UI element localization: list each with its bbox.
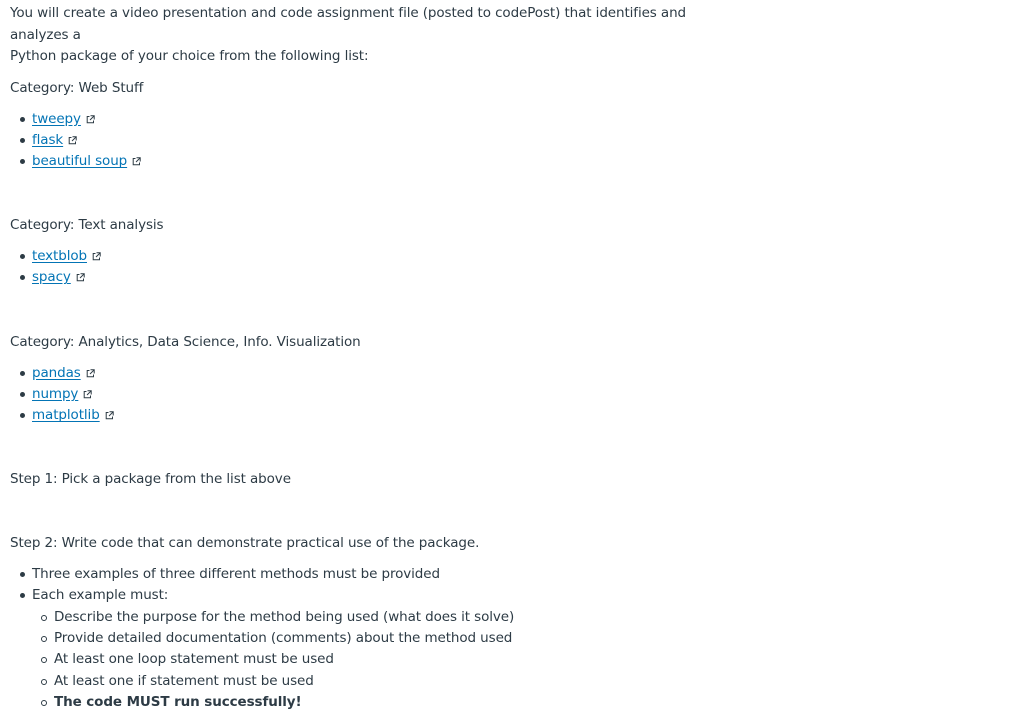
link-spacy[interactable]: spacy [32, 269, 71, 286]
category-web-stuff: Category: Web Stuff [10, 79, 144, 96]
step-1-text: Step 1: Pick a package from the list above [10, 470, 291, 487]
example-requirements [32, 607, 730, 714]
analytics-list [10, 363, 730, 427]
external-link-icon [83, 390, 92, 399]
link-tweepy[interactable]: tweepy [32, 110, 81, 127]
link-beautiful-soup[interactable]: beautiful soup [32, 153, 128, 170]
list-item [10, 151, 730, 172]
intro-paragraph [10, 0, 710, 68]
category-text-analysis: Category: Text analysis [10, 216, 164, 233]
link-flask[interactable]: flask [32, 131, 64, 148]
link-numpy[interactable]: numpy [32, 385, 79, 402]
list-item: Three examples of three different methods must be provided [10, 564, 730, 585]
list-item [10, 585, 730, 713]
external-link-icon [92, 252, 101, 261]
intro-line-1: You will create a video presentation and code assignment file (posted to codePost) that identifies and analyzes a [10, 5, 687, 43]
category-analytics: Category: Analytics, Data Science, Info. Visualization [10, 333, 361, 350]
step-2-text: Step 2: Write code that can demonstrate practical use of the package. [10, 534, 480, 551]
link-pandas[interactable]: pandas [32, 364, 81, 381]
list-item [10, 130, 730, 151]
list-item [10, 246, 730, 267]
external-link-icon [105, 411, 114, 420]
list-item [10, 384, 730, 405]
web-stuff-list [10, 109, 730, 173]
list-item [10, 405, 730, 426]
list-item: Provide detailed documentation (comments) about the method used [32, 628, 730, 649]
external-link-icon [86, 369, 95, 378]
external-link-icon [86, 115, 95, 124]
intro-line-2: Python package of your choice from the following list: [10, 48, 369, 64]
assignment-content [10, 0, 730, 714]
link-matplotlib[interactable]: matplotlib [32, 407, 100, 424]
step-2-requirements [10, 564, 730, 714]
list-item: The code MUST run successfully! [32, 692, 730, 713]
external-link-icon [68, 136, 77, 145]
link-textblob[interactable]: textblob [32, 247, 87, 264]
list-item [10, 267, 730, 288]
external-link-icon [76, 273, 85, 282]
external-link-icon [132, 157, 141, 166]
list-item: Describe the purpose for the method being used (what does it solve) [32, 607, 730, 628]
list-item [10, 363, 730, 384]
text-analysis-list [10, 246, 730, 289]
each-example-label: Each example must: [32, 587, 169, 604]
list-item: At least one loop statement must be used [32, 649, 730, 670]
list-item [10, 109, 730, 130]
list-item: At least one if statement must be used [32, 671, 730, 692]
